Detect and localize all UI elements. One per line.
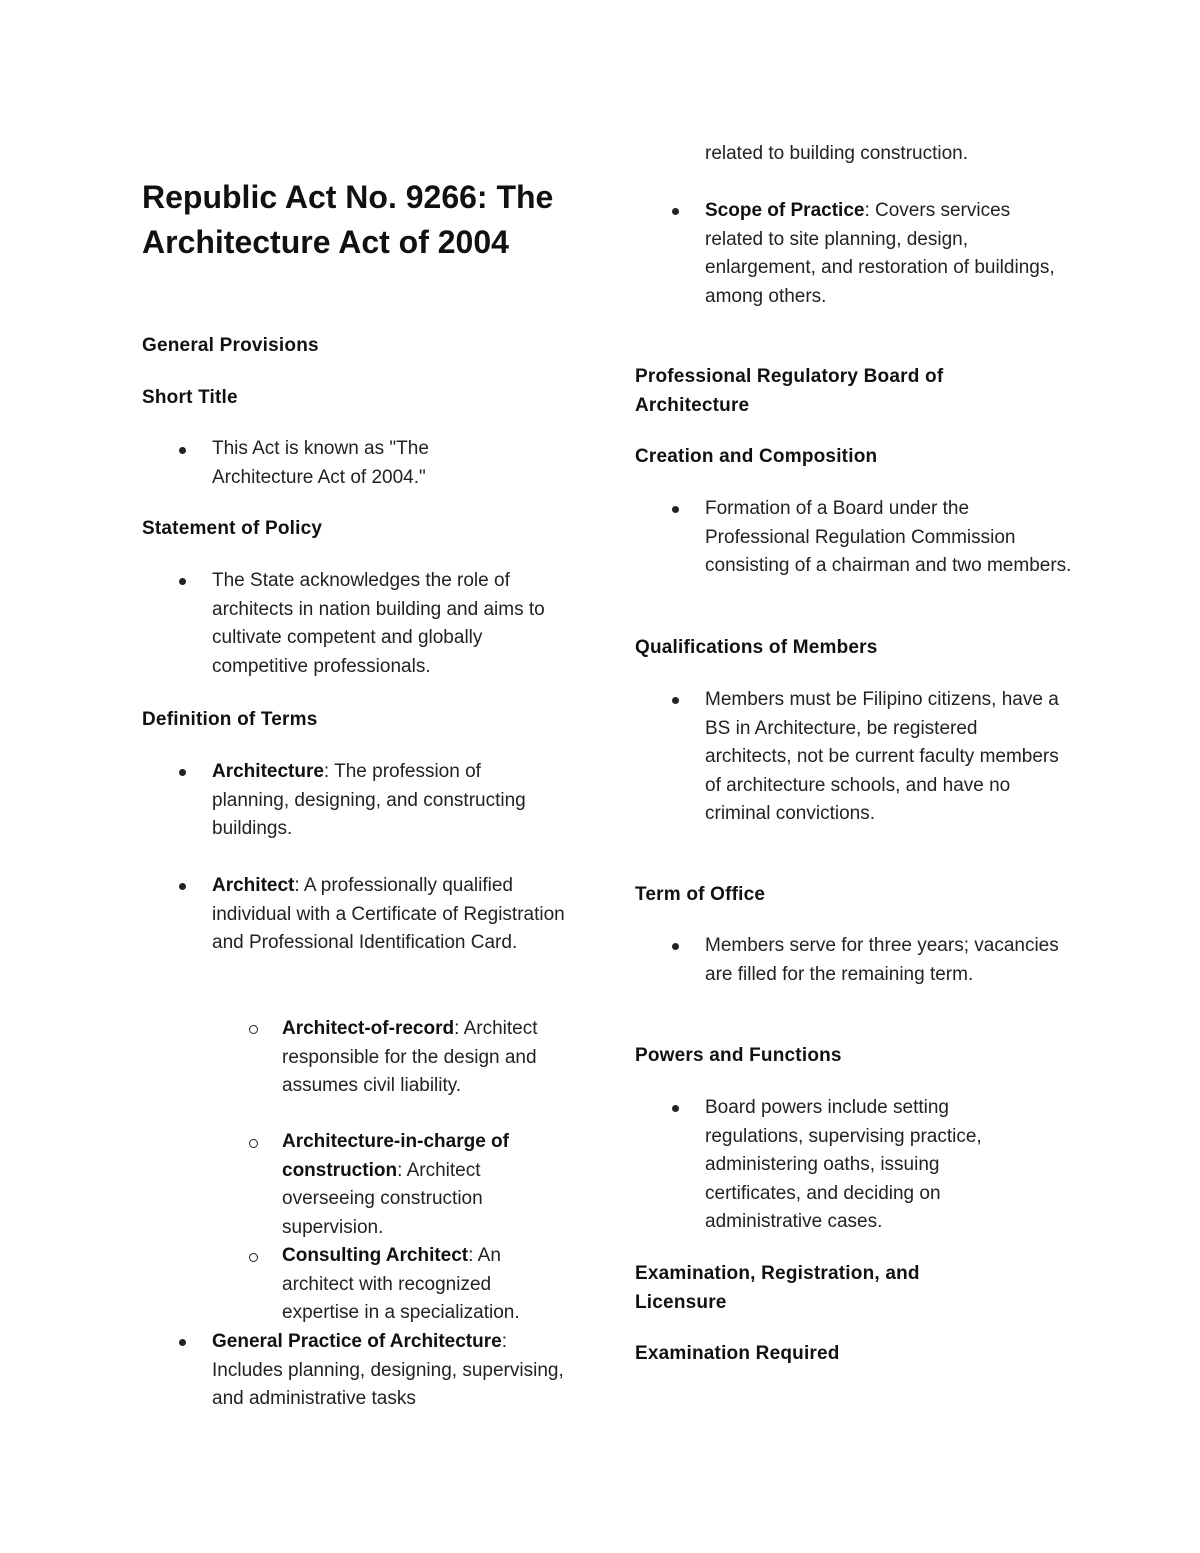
term-architecture: Architecture	[212, 761, 324, 782]
sub-item-architect-of-record	[282, 1015, 572, 1101]
list-item-scope-of-practice	[705, 197, 1065, 311]
heading-powers-and-functions: Powers and Functions	[635, 1045, 842, 1066]
list-item-architect	[212, 872, 572, 958]
sub-bullet-icon	[249, 1139, 258, 1148]
term-general-practice: General Practice of Architecture	[212, 1331, 502, 1352]
bullet-icon	[179, 883, 186, 890]
definition-architect-of-record: : Architect responsible for the design and assumes civil liability.	[282, 1018, 538, 1096]
sub-item-consulting-architect	[282, 1242, 572, 1328]
bullet-icon	[672, 208, 679, 215]
definition-scope-of-practice: : Covers services related to site planning, design, enlargement, and restoration of buildings, among others.	[705, 200, 1055, 307]
bullet-icon	[672, 697, 679, 704]
definition-consulting-architect: : An architect with recognized expertise in a specialization.	[282, 1245, 520, 1323]
heading-creation-and-composition: Creation and Composition	[635, 446, 878, 467]
list-item-general-practice	[212, 1328, 582, 1414]
heading-professional-regulatory-board: Professional Regulatory Board of Architecture	[635, 366, 944, 416]
heading-examination-registration-licensure: Examination, Registration, and Licensure	[635, 1263, 920, 1313]
list-item-architecture	[212, 758, 542, 844]
list-item-statement-of-policy: The State acknowledges the role of architects in nation building and aims to cultivate competent and globally competitive professionals.	[212, 570, 545, 677]
heading-definition-of-terms: Definition of Terms	[142, 709, 318, 730]
term-architecture-in-charge: Architecture-in-charge of construction	[282, 1131, 509, 1181]
definition-architecture-in-charge: : Architect overseeing construction supervision.	[282, 1159, 483, 1238]
heading-short-title: Short Title	[142, 387, 238, 408]
term-architect: Architect	[212, 875, 295, 896]
bullet-icon	[672, 506, 679, 513]
term-consulting-architect: Consulting Architect	[282, 1245, 469, 1266]
heading-qualifications-of-members: Qualifications of Members	[635, 637, 878, 658]
heading-general-provisions: General Provisions	[142, 335, 319, 356]
list-item-creation: Formation of a Board under the Professional Regulation Commission consisting of a chairman and two members.	[705, 498, 1072, 576]
sub-item-architecture-in-charge	[282, 1128, 572, 1242]
definition-general-practice: : Includes planning, designing, supervising, and administrative tasks	[212, 1331, 564, 1409]
bullet-icon	[672, 1105, 679, 1112]
list-item-term-of-office: Members serve for three years; vacancies are filled for the remaining term.	[705, 935, 1059, 985]
list-item-powers: Board powers include setting regulations, supervising practice, administering oaths, issuing certificates, and deciding on administrative cases.	[705, 1097, 982, 1232]
bullet-icon	[179, 447, 186, 454]
heading-statement-of-policy: Statement of Policy	[142, 518, 323, 539]
term-scope-of-practice: Scope of Practice	[705, 200, 865, 221]
heading-term-of-office: Term of Office	[635, 884, 766, 905]
bullet-icon	[179, 1339, 186, 1346]
heading-examination-required: Examination Required	[635, 1343, 840, 1364]
definition-architecture: : The profession of planning, designing, and constructing buildings.	[212, 761, 526, 839]
sub-bullet-icon	[249, 1253, 258, 1262]
document-title: Republic Act No. 9266: The Architecture Act of 2004	[142, 179, 554, 260]
list-item-short-title: This Act is known as "The Architecture Act of 2004."	[212, 438, 429, 488]
definition-architect: : A professionally qualified individual with a Certificate of Registration and Professional Identification Card.	[212, 875, 565, 953]
bullet-icon	[179, 578, 186, 585]
term-architect-of-record: Architect-of-record	[282, 1018, 455, 1039]
sub-bullet-icon	[249, 1025, 258, 1034]
list-item-continuation: related to building construction.	[705, 143, 968, 164]
bullet-icon	[672, 943, 679, 950]
list-item-qualifications: Members must be Filipino citizens, have a BS in Architecture, be registered architects, not be current faculty members of architecture schools, and have no criminal convictions.	[705, 689, 1059, 824]
bullet-icon	[179, 769, 186, 776]
